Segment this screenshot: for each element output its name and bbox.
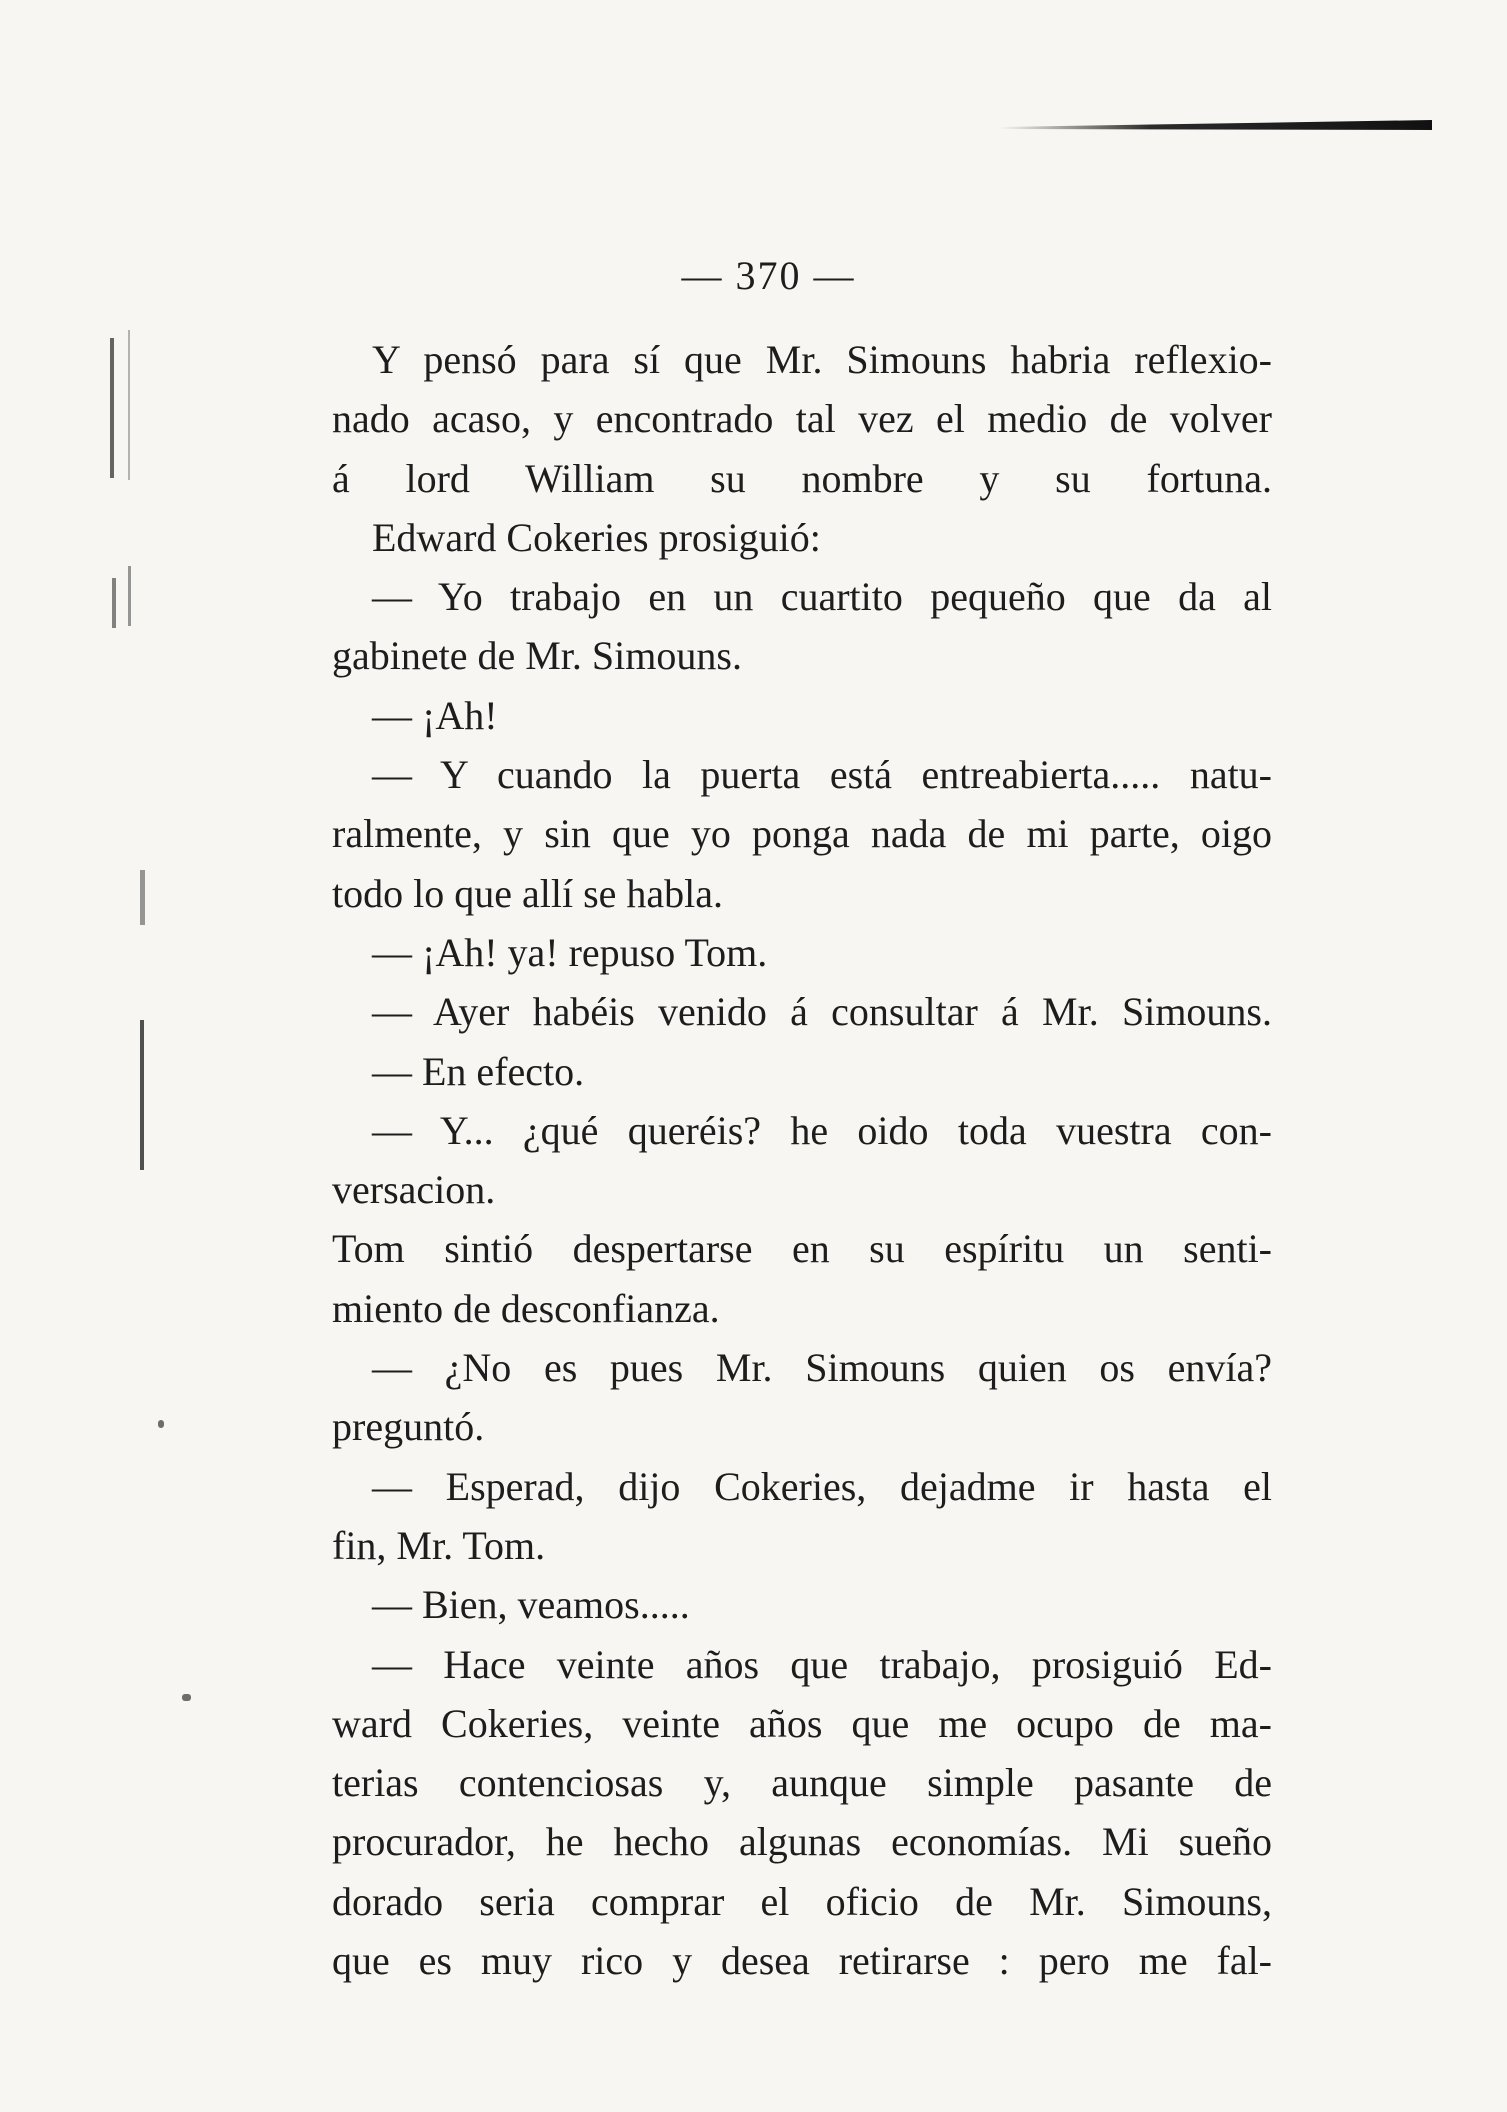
- text-line: — Y cuando la puerta está entreabierta..... natu-: [372, 752, 1272, 798]
- text-line: fin, Mr. Tom.: [332, 1522, 546, 1568]
- text-line: — En efecto.: [372, 1048, 585, 1094]
- text-line: Edward Cokeries prosiguió:: [372, 514, 821, 560]
- text-line: Tom sintió despertarse en su espíritu un senti-: [332, 1226, 1272, 1272]
- margin-mark: [140, 1020, 144, 1170]
- margin-mark: [140, 870, 145, 925]
- margin-mark: [128, 330, 130, 480]
- text-line: ward Cokeries, veinte años que me ocupo de ma-: [332, 1700, 1272, 1746]
- text-line: — ¡Ah! ya! repuso Tom.: [372, 929, 768, 975]
- margin-mark: [110, 338, 114, 478]
- text-line: versacion.: [332, 1167, 496, 1213]
- text-line: terias contenciosas y, aunque simple pasante de: [332, 1760, 1272, 1806]
- text-line: ralmente, y sin que yo ponga nada de mi parte, oigo: [332, 811, 1272, 857]
- text-line: — Ayer habéis venido á consultar á Mr. Simouns.: [372, 989, 1272, 1035]
- text-line: Y pensó para sí que Mr. Simouns habria reflexio-: [372, 337, 1272, 382]
- text-line: — Y... ¿qué queréis? he oido toda vuestra con-: [372, 1107, 1272, 1153]
- text-line: á lord William su nombre y su fortuna.: [332, 455, 1272, 501]
- margin-mark: [158, 1420, 164, 1428]
- page-number: — 370 —: [681, 253, 856, 298]
- text-line: — ¡Ah!: [372, 692, 498, 738]
- text-line: procurador, he hecho algunas economías. Mi sueño: [332, 1819, 1272, 1865]
- text-line: nado acaso, y encontrado tal vez el medio de volver: [332, 396, 1272, 442]
- text-line: — ¿No es pues Mr. Simouns quien os envía?: [372, 1345, 1272, 1391]
- text-line: — Esperad, dijo Cokeries, dejadme ir hasta el: [372, 1463, 1272, 1509]
- body-text: [332, 330, 1272, 1990]
- text-line: dorado seria comprar el oficio de Mr. Simouns,: [332, 1878, 1272, 1924]
- text-line: gabinete de Mr. Simouns.: [332, 633, 742, 679]
- text-line: — Yo trabajo en un cuartito pequeño que da al: [372, 574, 1272, 620]
- text-line: — Hace veinte años que trabajo, prosiguió Ed-: [372, 1641, 1272, 1687]
- margin-mark: [112, 578, 116, 628]
- margin-mark: [182, 1694, 191, 1701]
- text-line: preguntó.: [332, 1404, 485, 1450]
- margin-mark: [128, 566, 131, 626]
- top-rule: [1000, 120, 1432, 130]
- text-line: que es muy rico y desea retirarse : pero me fal-: [332, 1938, 1272, 1984]
- text-line: — Bien, veamos.....: [372, 1582, 690, 1628]
- text-line: todo lo que allí se habla.: [332, 870, 724, 916]
- text-line: miento de desconfianza.: [332, 1285, 720, 1331]
